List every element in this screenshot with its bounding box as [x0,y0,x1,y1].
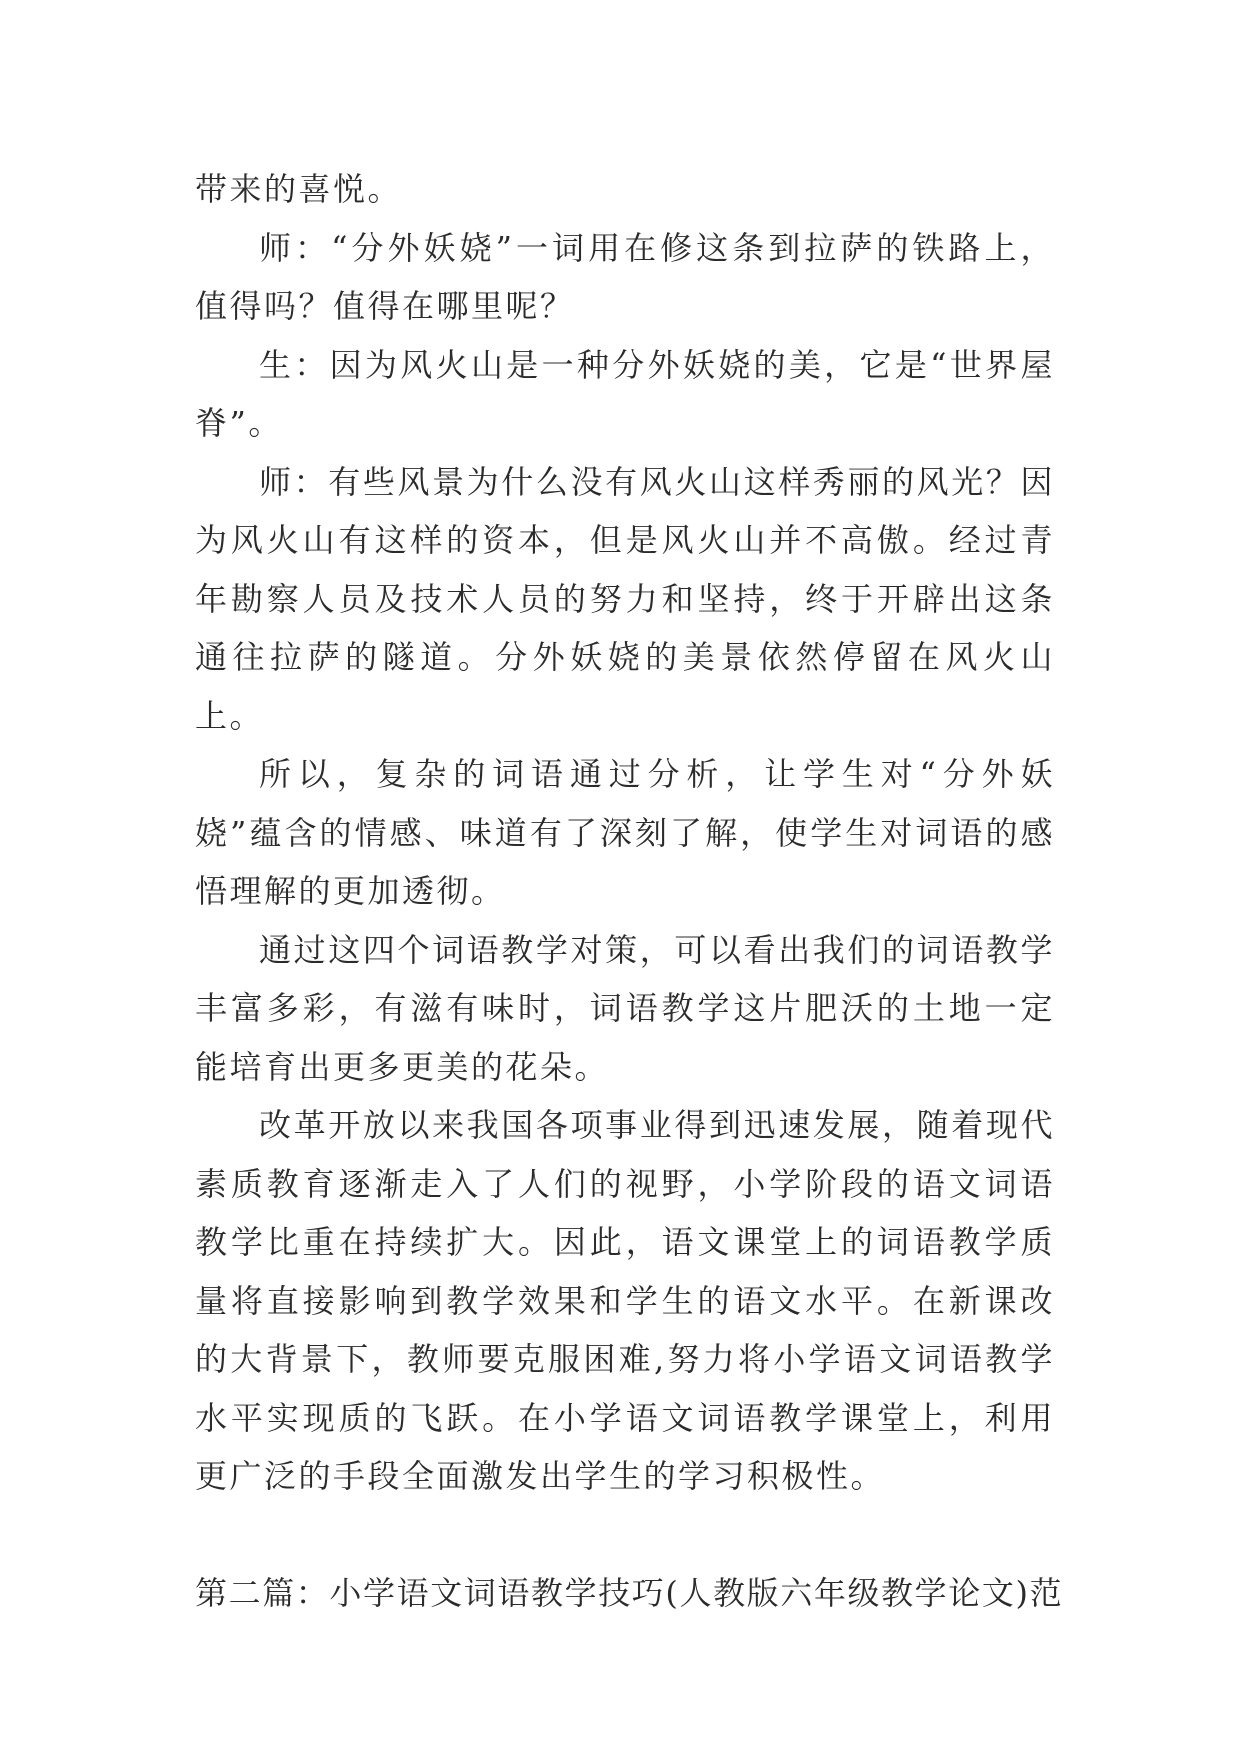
paragraph-teacher-question: 师：“分外妖娆”一词用在修这条到拉萨的铁路上，值得吗？值得在哪里呢？ [195,228,1055,325]
paragraph-summary: 所以，复杂的词语通过分析，让学生对“分外妖娆”蕴含的情感、味道有了深刻了解，使学生对词语的感悟理解的更加透彻。 [195,755,1055,910]
section-spacer [195,1506,1055,1565]
paragraph-teacher-explanation: 师：有些风景为什么没有风火山这样秀丽的风光？因为风火山有这样的资本，但是风火山并不高傲。经过青年勘察人员及技术人员的努力和坚持，终于开辟出这条通往拉萨的隧道。分外妖娆的美景依然停留在风火山上。 [195,462,1055,735]
paragraph-student-answer: 生：因为风火山是一种分外妖娆的美，它是“世界屋脊”。 [195,345,1055,442]
paragraph-continuation: 带来的喜悦。 [195,170,403,208]
body-text [195,160,1064,1623]
paragraph-strategies: 通过这四个词语教学对策，可以看出我们的词语教学丰富多彩，有滋有味时，词语教学这片肥沃的土地一定能培育出更多更美的花朵。 [195,930,1055,1086]
section-heading: 第二篇：小学语文词语教学技巧(人教版六年级教学论文)范 [195,1574,1064,1612]
paragraph-reform: 改革开放以来我国各项事业得到迅速发展，随着现代素质教育逐渐走入了人们的视野，小学阶段的语文词语教学比重在持续扩大。因此，语文课堂上的词语教学质量将直接影响到教学效果和学生的语文水平。在新课改的大背景下，教师要克服困难,努力将小学语文词语教学水平实现质的飞跃。在小学语文词语教学课堂上，利用更广泛的手段全面激发出学生的学习积极性。 [195,1106,1055,1495]
